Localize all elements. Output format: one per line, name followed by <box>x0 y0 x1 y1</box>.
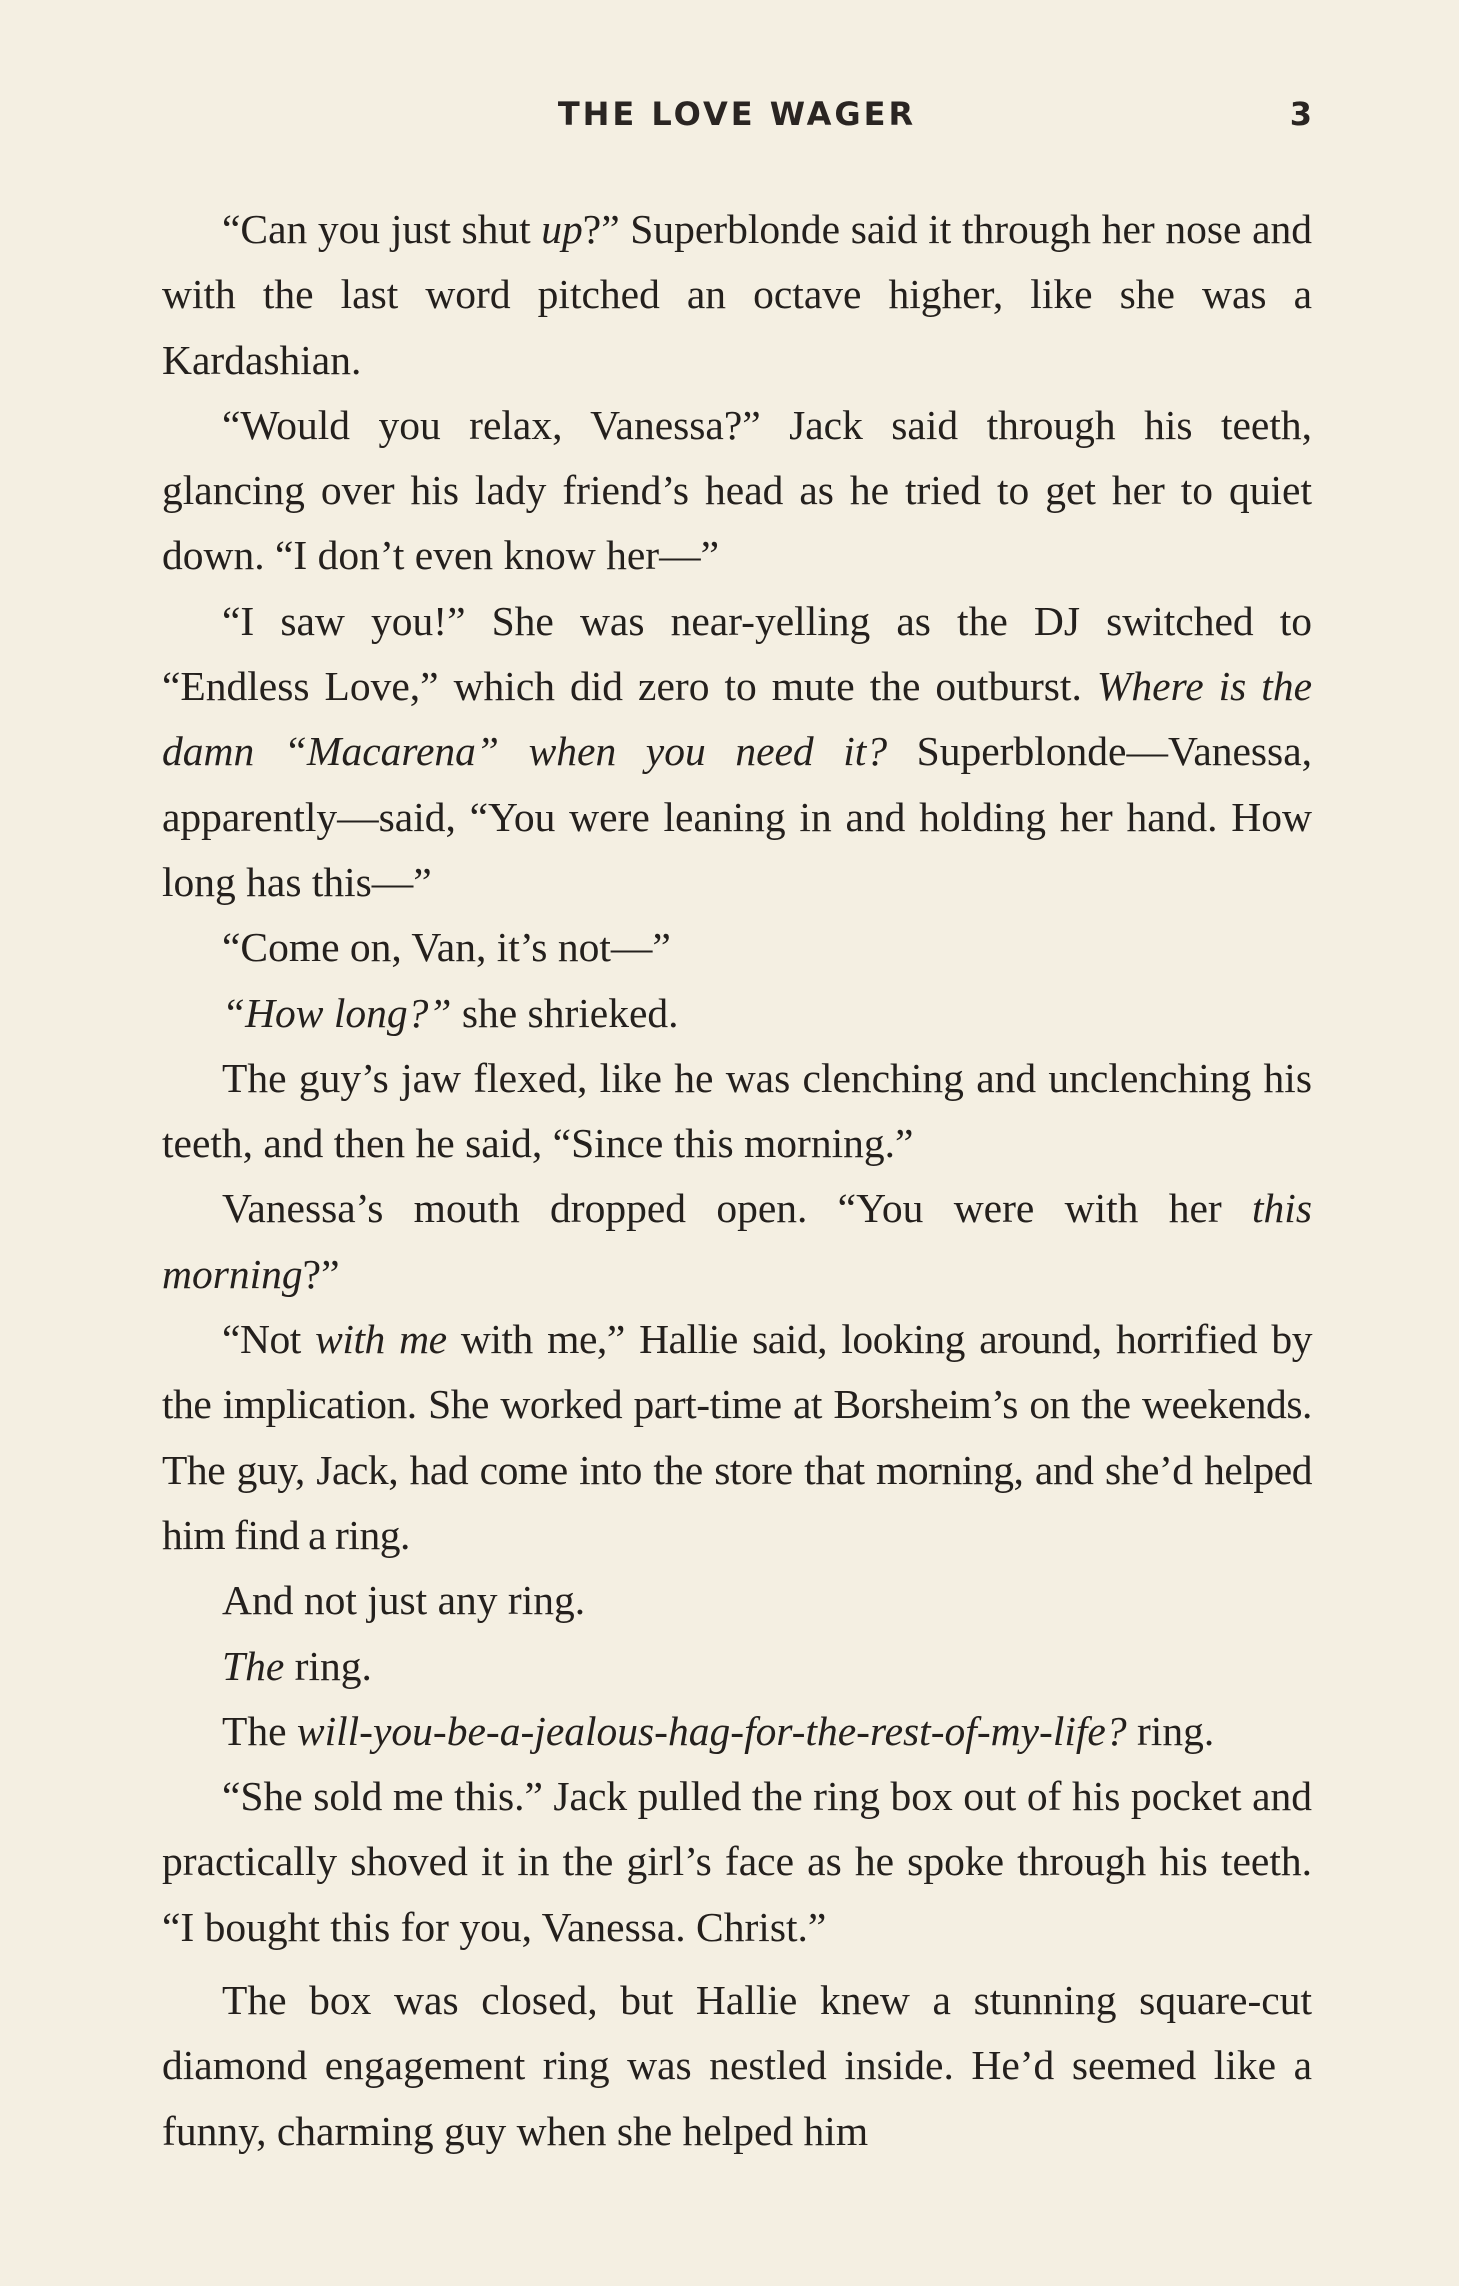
paragraph <box>162 1968 1312 2164</box>
page-number: 3 <box>1289 95 1312 133</box>
paragraph <box>162 1307 1312 1568</box>
italic-run: The <box>222 1642 285 1689</box>
paragraph <box>162 1046 1312 1177</box>
text-run: ?” <box>302 1250 340 1297</box>
paragraph <box>162 1634 1312 1699</box>
text-run: Vanessa’s mouth dropped open. “You were with her <box>222 1185 1253 1232</box>
text-run: The guy’s jaw flexed, like he was clenching and unclenching his teeth, and then he said, “Since this morning.” <box>162 1054 1312 1167</box>
paragraph <box>162 981 1312 1046</box>
paragraph <box>162 1568 1312 1633</box>
text-run: “Can you just shut <box>222 206 542 252</box>
paragraph <box>162 1176 1312 1307</box>
italic-run: “How long?” <box>222 989 452 1036</box>
paragraph <box>162 393 1312 589</box>
text-run: The box was closed, but Hallie knew a stunning square-cut diamond engagement ring was nestled inside. He’d seemed like a funny, charming guy when she helped him <box>162 1977 1312 2154</box>
text-run: with me,” Hallie said, looking around, horrified by the implication. She worked part-time at Borsheim’s on the weekends. The guy, Jack, had come into the store that morning, and she’d helped him find a ring. <box>162 1316 1312 1558</box>
text-run: “Would you relax, Vanessa?” Jack said through his teeth, glancing over his lady friend’s head as he tried to get her to quiet down. “I don’t even know her—” <box>162 401 1312 579</box>
italic-run: will-you-be-a-jealous-hag-for-the-rest-of-my-life? <box>296 1707 1127 1754</box>
italic-run: with me <box>315 1316 447 1363</box>
text-run: “Not <box>222 1316 316 1363</box>
paragraph <box>162 589 1312 915</box>
italic-run: Where is the damn “Macarena” when you need it? <box>162 663 1312 775</box>
text-run: And not just any ring. <box>222 1577 586 1624</box>
paragraph <box>162 197 1312 393</box>
text-run: she shrieked. <box>451 989 679 1036</box>
book-title: THE LOVE WAGER <box>557 95 917 133</box>
paragraph <box>162 1699 1312 1764</box>
running-head <box>162 95 1312 145</box>
text-run: ring. <box>1126 1707 1215 1754</box>
body-text <box>162 197 1312 2164</box>
text-run: “I saw you!” She was near-yelling as the DJ switched to “Endless Love,” which did zero to mute the outburst. <box>162 597 1312 710</box>
italic-run: up <box>541 206 583 252</box>
text-run: ring. <box>284 1642 372 1689</box>
text-run: “Come on, Van, it’s not—” <box>222 924 671 971</box>
text-run: ?” Superblonde said it through her nose and with the last word pitched an octave higher, like she was a Kardashian. <box>162 206 1312 383</box>
paragraph <box>162 1764 1312 1960</box>
text-run: “She sold me this.” Jack pulled the ring box out of his pocket and practically shoved it in the girl’s face as he spoke through his teeth. “I bought this for you, Vanessa. Christ.” <box>162 1773 1312 1950</box>
text-run: The <box>222 1707 297 1754</box>
italic-run: this morning <box>162 1185 1312 1297</box>
paragraph <box>162 915 1312 980</box>
text-run: Superblonde—Vanessa, apparently—said, “You were leaning in and holding her hand. How long has this—” <box>162 728 1313 905</box>
